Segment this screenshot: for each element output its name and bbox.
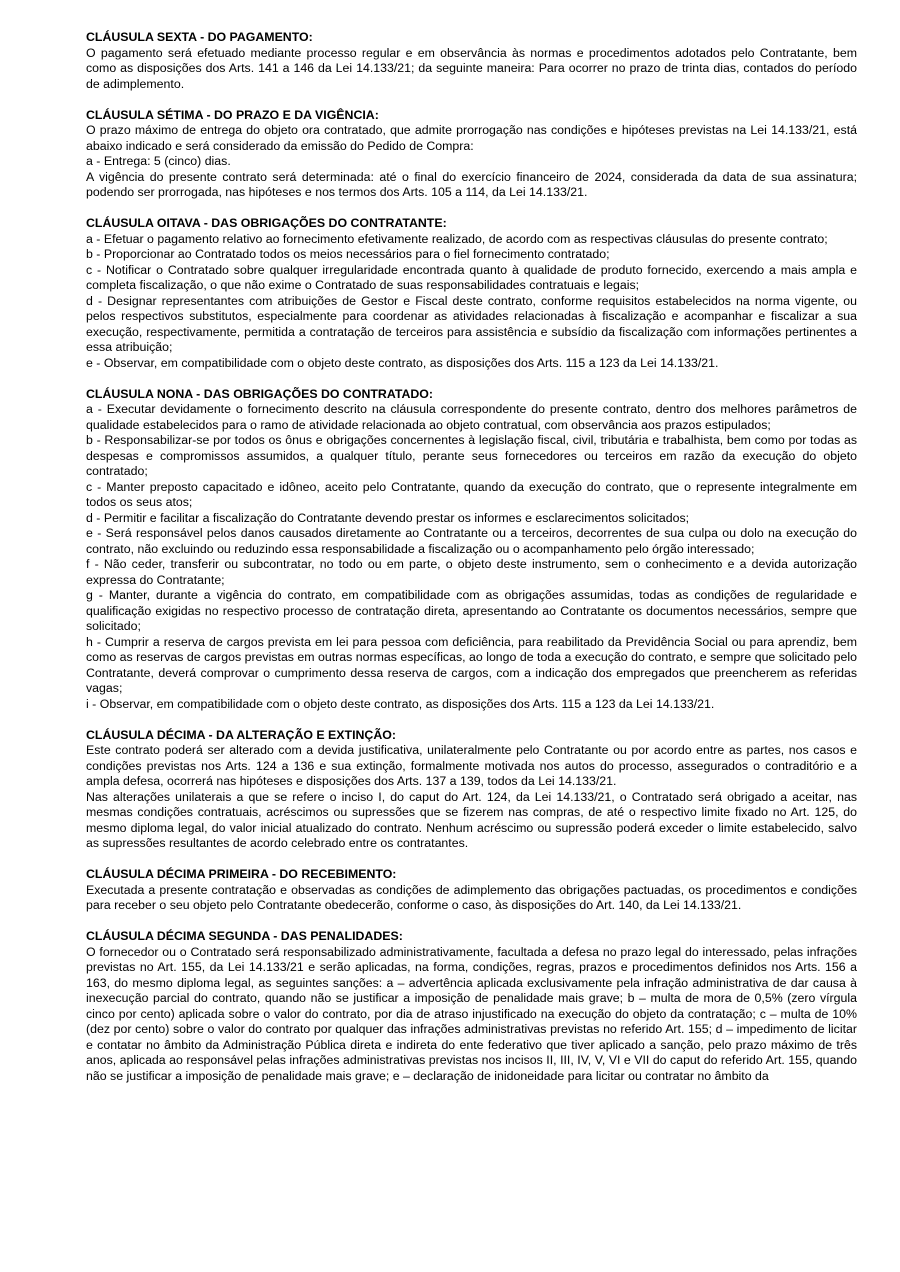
clause-item: e - Observar, em compatibilidade com o objeto deste contrato, as disposições dos Arts. 115 a 123 da Lei 14.133/21. bbox=[86, 355, 719, 370]
clause-decima bbox=[86, 728, 857, 852]
clause-paragraph: O pagamento será efetuado mediante processo regular e em observância às normas e procedimentos adotados pelo Contratante, bem como as disposições dos Arts. 141 a 146 da Lei 14.133/21; da seguinte maneira: Para ocorrer no prazo de trinta dias, contados do período de adimplemento. bbox=[86, 45, 857, 91]
clause-item: c - Notificar o Contratado sobre qualquer irregularidade encontrada quanto à qualidade de produto fornecido, exercendo a mais ampla e completa fiscalização, o que não exime o Contratado de suas responsabilidades contratuais e legais; bbox=[86, 262, 857, 292]
clause-heading: CLÁUSULA SÉTIMA - DO PRAZO E DA VIGÊNCIA: bbox=[86, 107, 379, 122]
clause-sexta bbox=[86, 30, 857, 92]
clause-item: h - Cumprir a reserva de cargos prevista em lei para pessoa com deficiência, para reabilitado da Previdência Social ou para aprendiz, bem como as reservas de cargos previstas em outras normas específicas, ao longo de toda a execução do contrato, e sempre que solicitado pelo Contratante, deverá comprovar o cumprimento dessa reserva de cargos, com a indicação dos empregados que preencherem as referidas vagas; bbox=[86, 634, 857, 695]
clause-heading: CLÁUSULA OITAVA - DAS OBRIGAÇÕES DO CONTRATANTE: bbox=[86, 216, 447, 230]
clause-paragraph: Executada a presente contratação e observadas as condições de adimplemento das obrigações pactuadas, os procedimentos e condições para receber o seu objeto pelo Contratante obedecerão, conforme o caso, às disposições do Art. 140, da Lei 14.133/21. bbox=[86, 882, 857, 912]
clause-item: d - Permitir e facilitar a fiscalização do Contratante devendo prestar os informes e esclarecimentos solicitados; bbox=[86, 510, 690, 525]
clause-decima-segunda bbox=[86, 929, 857, 1084]
contract-page bbox=[86, 30, 857, 1100]
clause-paragraph: A vigência do presente contrato será determinada: até o final do exercício financeiro de 2024, considerada da data de sua assinatura; podendo ser prorrogada, nas hipóteses e nos termos dos Arts. 105 a 114, da Lei 14.133/21. bbox=[86, 169, 857, 199]
clause-item: a - Executar devidamente o fornecimento descrito na cláusula correspondente do presente contrato, dentro dos melhores parâmetros de qualidade estabelecidos para o ramo de atividade relacionada ao objeto contratual, com observância aos prazos estipulados; bbox=[86, 402, 857, 432]
clause-heading: CLÁUSULA DÉCIMA - DA ALTERAÇÃO E EXTINÇÃO: bbox=[86, 727, 396, 742]
clause-setima bbox=[86, 108, 857, 201]
clause-oitava bbox=[86, 216, 857, 371]
clause-paragraph: O fornecedor ou o Contratado será responsabilizado administrativamente, facultada a defesa no prazo legal do interessado, pelas infrações previstas no Art. 155, da Lei 14.133/21 e serão aplicadas, na forma, condições, regras, prazos e procedimentos definidos nos Arts. 156 a 163, do mesmo diploma legal, as seguintes sanções: a – advertência aplicada exclusivamente pela infração administrativa de dar causa à inexecução parcial do contrato, quando não se justificar a imposição de penalidade mais grave; b – multa de mora de 0,5% (zero vírgula cinco por cento) aplicada sobre o valor do contrato, por dia de atraso injustificado na execução do objeto da contratação; c – multa de 10% (dez por cento) sobre o valor do contrato por qualquer das infrações administrativas previstas no referido Art. 155; d – impedimento de licitar e contatar no âmbito da Administração Pública direta e indireta do ente federativo que tiver aplicado a sanção, pelo prazo máximo de três anos, aplicada ao responsável pelas infrações administrativas previstas nos incisos II, III, IV, V, VI e VII do caput do referido Art. 155, quando não se justificar a imposição de penalidade mais grave; e – declaração de inidoneidade para licitar ou contratar no âmbito da bbox=[86, 944, 857, 1083]
clause-item: i - Observar, em compatibilidade com o objeto deste contrato, as disposições dos Arts. 115 a 123 da Lei 14.133/21. bbox=[86, 696, 715, 711]
clause-item: e - Será responsável pelos danos causados diretamente ao Contratante ou a terceiros, decorrentes de sua culpa ou dolo na execução do contrato, não excluindo ou reduzindo essa responsabilidade a fiscalização ou o acompanhamento pelo órgão interessado; bbox=[86, 526, 857, 556]
clause-paragraph: O prazo máximo de entrega do objeto ora contratado, que admite prorrogação nas condições e hipóteses previstas na Lei 14.133/21, está abaixo indicado e será considerado da emissão do Pedido de Compra: bbox=[86, 123, 857, 153]
clause-item: b - Proporcionar ao Contratado todos os meios necessários para o fiel fornecimento contratado; bbox=[86, 247, 610, 261]
clause-paragraph: Nas alterações unilaterais a que se refere o inciso I, do caput do Art. 124, da Lei 14.133/21, o Contratado será obrigado a aceitar, nas mesmas condições contratuais, acréscimos ou supressões que se fizerem nas compras, de até o respectivo limite fixado no Art. 125, do mesmo diploma legal, do valor inicial atualizado do contrato. Nenhum acréscimo ou supressão poderá exceder o limite estabelecido, salvo as supressões resultantes de acordo celebrado entre os contratantes. bbox=[86, 789, 857, 850]
clause-decima-primeira bbox=[86, 867, 857, 914]
clause-item: b - Responsabilizar-se por todos os ônus e obrigações concernentes à legislação fiscal, civil, tributária e trabalhista, bem como por todas as despesas e compromissos assumidos, a qualquer título, perante seus fornecedores ou terceiros em razão da execução do objeto contratado; bbox=[86, 433, 857, 478]
clause-paragraph: Este contrato poderá ser alterado com a devida justificativa, unilateralmente pelo Contratante ou por acordo entre as partes, nos casos e condições previstas nos Arts. 124 a 136 e sua extinção, formalmente motivada nos autos do processo, assegurados o contraditório e a ampla defesa, ocorrerá nas hipóteses e disposições dos Arts. 137 a 139, todos da Lei 14.133/21. bbox=[86, 743, 857, 788]
clause-item: d - Designar representantes com atribuições de Gestor e Fiscal deste contrato, conforme requisitos estabelecidos na norma vigente, ou pelos respectivos substitutos, especialmente para coordenar as atividades relacionadas à fiscalização e acompanhar e fiscalizar a sua execução, respectivamente, permitida a contratação de terceiros para assistência e subsídio da fiscalização com informações pertinentes a essa atribuição; bbox=[86, 293, 857, 354]
clause-item: f - Não ceder, transferir ou subcontratar, no todo ou em parte, o objeto deste instrumento, sem o conhecimento e a devida autorização expressa do Contratante; bbox=[86, 557, 857, 587]
clause-nona bbox=[86, 387, 857, 713]
clause-item: g - Manter, durante a vigência do contrato, em compatibilidade com as obrigações assumidas, todas as condições de regularidade e qualificação exigidas no respectivo processo de contratação direta, apresentando ao Contratante os documentos necessários, sempre que solicitado; bbox=[86, 588, 857, 633]
clause-heading: CLÁUSULA DÉCIMA PRIMEIRA - DO RECEBIMENTO: bbox=[86, 867, 397, 881]
clause-paragraph: a - Entrega: 5 (cinco) dias. bbox=[86, 154, 231, 168]
clause-heading: CLÁUSULA NONA - DAS OBRIGAÇÕES DO CONTRATADO: bbox=[86, 386, 433, 401]
clause-item: c - Manter preposto capacitado e idôneo, aceito pelo Contratante, quando da execução do contrato, que o represente integralmente em todos os seus atos; bbox=[86, 479, 857, 509]
clause-heading: CLÁUSULA DÉCIMA SEGUNDA - DAS PENALIDADES: bbox=[86, 929, 403, 943]
clause-heading: CLÁUSULA SEXTA - DO PAGAMENTO: bbox=[86, 30, 313, 44]
clause-item: a - Efetuar o pagamento relativo ao fornecimento efetivamente realizado, de acordo com as respectivas cláusulas do presente contrato; bbox=[86, 231, 828, 246]
